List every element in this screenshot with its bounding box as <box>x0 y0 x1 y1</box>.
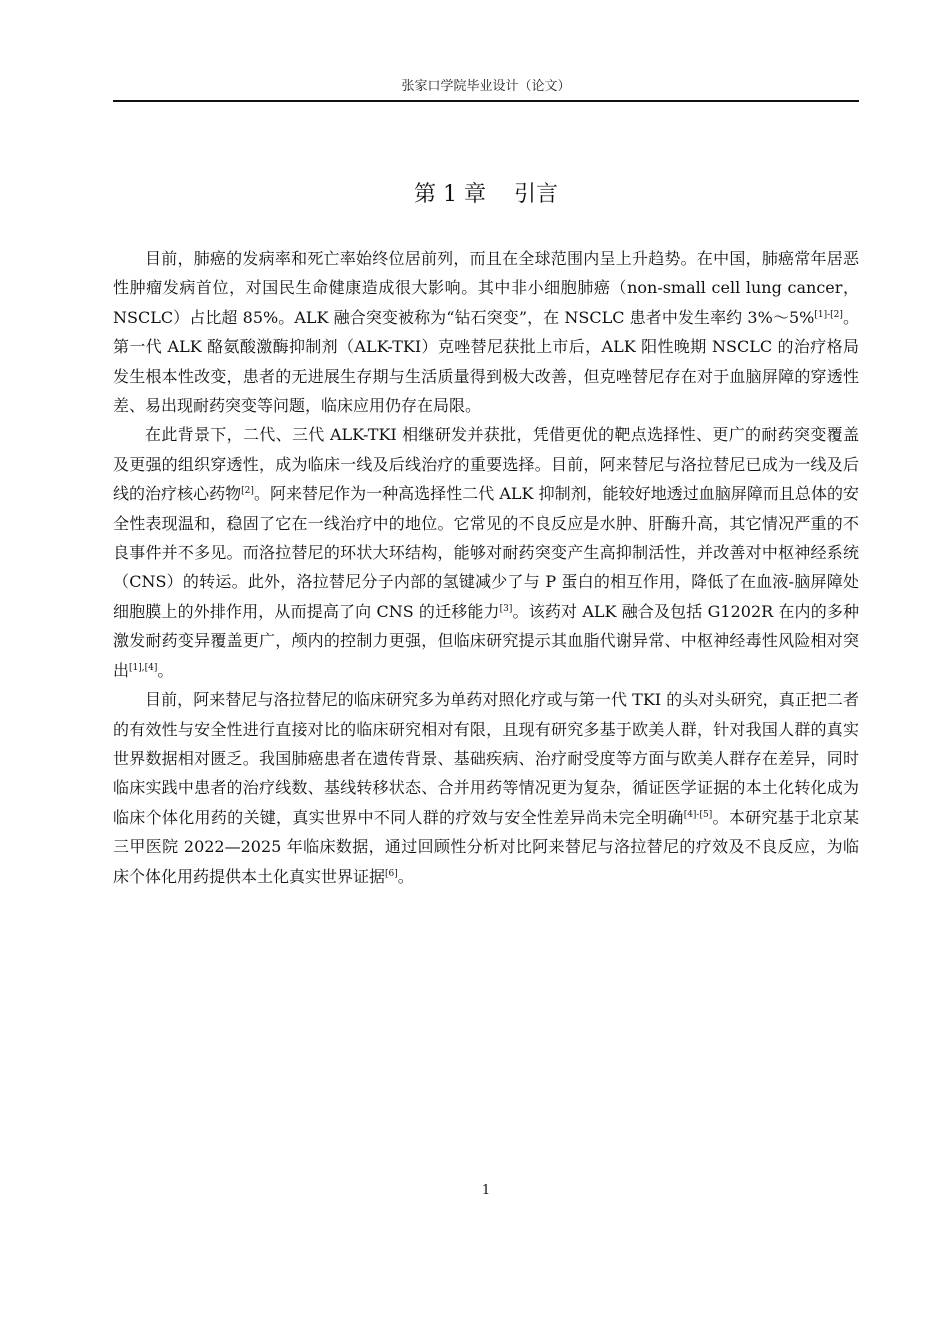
paragraph-text: 。 <box>157 660 174 680</box>
paragraph-text: 在此背景下，二代、三代 ALK-TKI 相继研发并获批，凭借更优的靶点选择性、更广的耐药突变覆盖及更强的组织穿透性，成为临床一线及后线治疗的重要选择。目前，阿来替尼与洛拉替尼已成为一线及后线的治疗核心药物 <box>113 425 859 504</box>
paragraph-text: 。阿来替尼作为一种高选择性二代 ALK 抑制剂，能较好地透过血脑屏障而且总体的安全性表现温和，稳固了它在一线治疗中的地位。它常见的不良反应是水肿、肝酶升高，其它情况严重的不良事件并不多见。而洛拉替尼的环状大环结构，能够对耐药突变产生高抑制活性，并改善对中枢神经系统（CNS）的转运。此外，洛拉替尼分子内部的氢键减少了与 P 蛋白的相互作用，降低了在血液-脑屏障处细胞膜上的外排作用，从而提高了向 CNS 的迁移能力 <box>113 484 859 621</box>
body-text <box>113 244 859 891</box>
page-number: 1 <box>481 1183 491 1198</box>
citation-ref: [1]-[2] <box>814 309 843 320</box>
chapter-title: 第 1 章 引言 <box>414 182 558 207</box>
paragraph-3 <box>113 685 859 891</box>
paragraph-1 <box>113 244 859 420</box>
paragraph-text: 。第一代 ALK 酪氨酸激酶抑制剂（ALK-TKI）克唑替尼获批上市后，ALK 阳性晚期 NSCLC 的治疗格局发生根本性改变，患者的无进展生存期与生活质量得到极大改善，但克唑替尼存在对于血脑屏障的穿透性差、易出现耐药突变等问题，临床应用仍存在局限。 <box>113 307 859 416</box>
header-rule <box>113 100 859 102</box>
paragraph-text: 。 <box>397 866 414 886</box>
citation-ref: [2] <box>241 486 254 497</box>
page-header: 张家口学院毕业设计（论文） <box>401 79 571 94</box>
paragraph-text: 目前，阿来替尼与洛拉替尼的临床研究多为单药对照化疗或与第一代 TKI 的头对头研究，真正把二者的有效性与安全性进行直接对比的临床研究相对有限，且现有研究多基于欧美人群，针对我国人群的真实世界数据相对匮乏。我国肺癌患者在遗传背景、基础疾病、治疗耐受度等方面与欧美人群存在差异，同时临床实践中患者的治疗线数、基线转移状态、合并用药等情况更为复杂，循证医学证据的本土化转化成为临床个体化用药的关键，真实世界中不同人群的疗效与安全性差异尚未完全明确 <box>113 690 859 827</box>
citation-ref: [6] <box>385 868 398 879</box>
paragraph-text: 。本研究基于北京某三甲医院 2022—2025 年临床数据，通过回顾性分析对比阿来替尼与洛拉替尼的疗效及不良反应，为临床个体化用药提供本土化真实世界证据 <box>113 807 859 886</box>
paragraph-text: 。该药对 ALK 融合及包括 G1202R 在内的多种激发耐药变异覆盖更广，颅内的控制力更强，但临床研究提示其血脂代谢异常、中枢神经毒性风险相对突出 <box>113 601 859 680</box>
citation-ref: [3] <box>499 603 513 614</box>
citation-ref: [1],[4] <box>129 662 158 673</box>
citation-ref: [4]-[5] <box>683 809 713 820</box>
paragraph-text: 目前，肺癌的发病率和死亡率始终位居前列，而且在全球范围内呈上升趋势。在中国，肺癌常年居恶性肿瘤发病首位，对国民生命健康造成很大影响。其中非小细胞肺癌（non-small cell lung cancer，NSCLC）占比超 85%。ALK 融合突变被称为“钻石突变”，在 NSCLC 患者中发生率约 3%～5% <box>113 249 859 327</box>
paragraph-2 <box>113 420 859 685</box>
